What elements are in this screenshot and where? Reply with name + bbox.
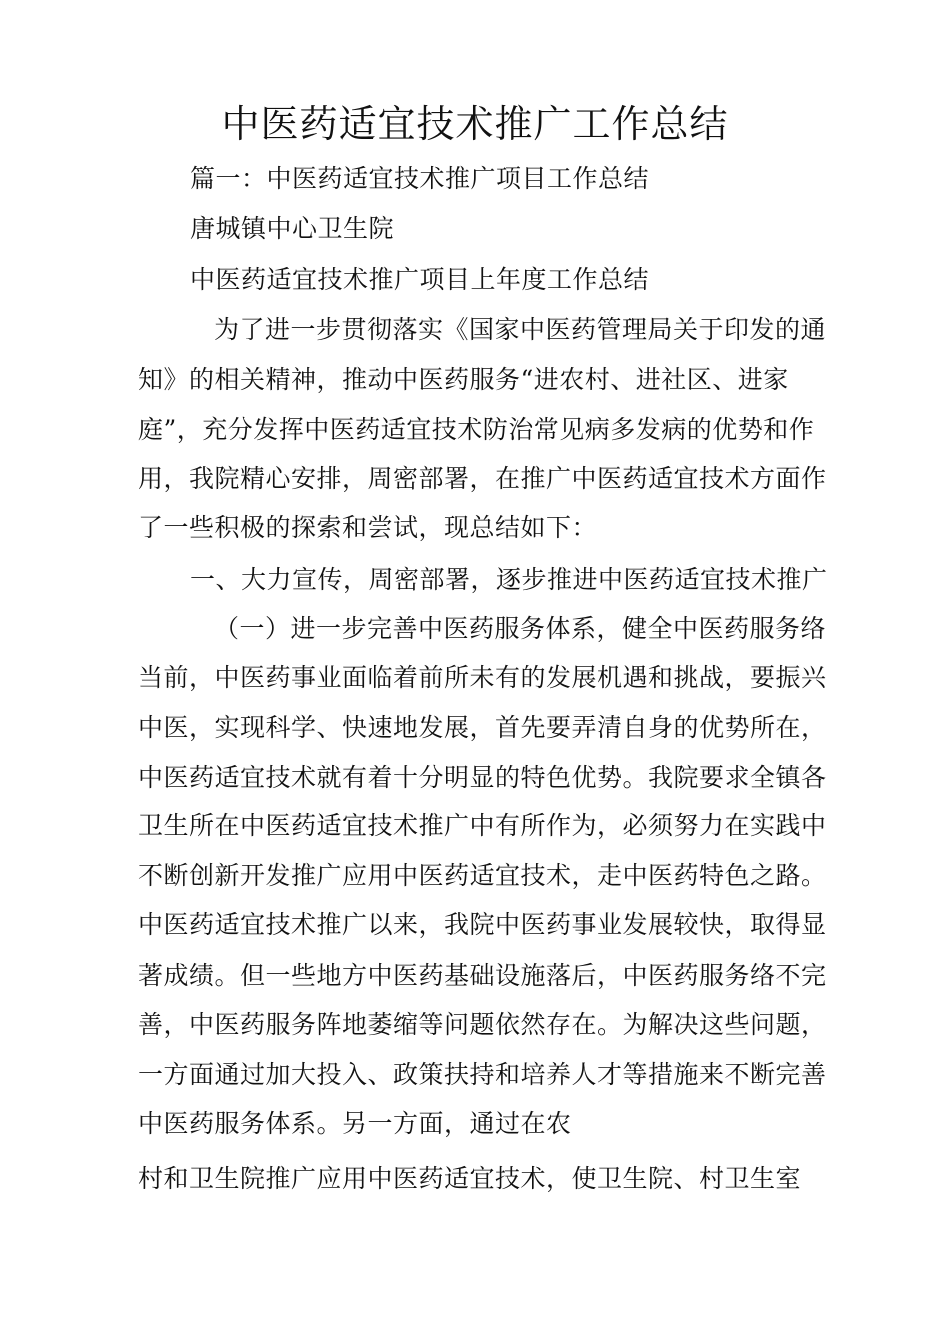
heading-report-name: 中医药适宜技术推广项目上年度工作总结	[190, 265, 650, 294]
body-line: 善，中医药服务阵地萎缩等问题依然存在。为解决这些问题，	[138, 1010, 827, 1039]
heading-organization: 唐城镇中心卫生院	[190, 214, 395, 243]
intro-line: 为了进一步贯彻落实《国家中医药管理局关于印发的通	[214, 315, 827, 344]
body-line: 卫生所在中医药适宜技术推广中有所作为，必须努力在实践中	[138, 811, 827, 840]
heading-article-one: 篇一：中医药适宜技术推广项目工作总结	[190, 164, 650, 193]
body-line: 中医药适宜技术推广以来，我院中医药事业发展较快，取得显	[138, 910, 827, 939]
subsection-heading-one: （一）进一步完善中医药服务体系，健全中医药服务络	[214, 614, 827, 643]
intro-line: 用，我院精心安排，周密部署，在推广中医药适宜技术方面作	[138, 464, 827, 493]
intro-line: 了一些积极的探索和尝试，现总结如下：	[138, 513, 598, 542]
section-heading-one: 一、大力宣传，周密部署，逐步推进中医药适宜技术推广	[190, 565, 828, 594]
intro-line: 庭”，充分发挥中医药适宜技术防治常见病多发病的优势和作	[138, 415, 815, 444]
body-line: 一方面通过加大投入、政策扶持和培养人才等措施来不断完善	[138, 1060, 827, 1089]
body-line: 不断创新开发推广应用中医药适宜技术，走中医药特色之路。	[138, 861, 827, 890]
intro-line: 知》的相关精神，推动中医药服务“进农村、进社区、进家	[138, 365, 789, 394]
body-line: 著成绩。但一些地方中医药基础设施落后，中医药服务络不完	[138, 961, 827, 990]
body-line: 当前，中医药事业面临着前所未有的发展机遇和挑战，要振兴	[138, 663, 827, 692]
body-line: 中医，实现科学、快速地发展，首先要弄清自身的优势所在，	[138, 713, 827, 742]
body-line: 中医药服务体系。另一方面，通过在农	[138, 1109, 572, 1138]
document-title: 中医药适宜技术推广工作总结	[221, 102, 729, 146]
body-line-continued: 村和卫生院推广应用中医药适宜技术，使卫生院、村卫生室	[138, 1164, 802, 1193]
body-line: 中医药适宜技术就有着十分明显的特色优势。我院要求全镇各	[138, 763, 827, 792]
